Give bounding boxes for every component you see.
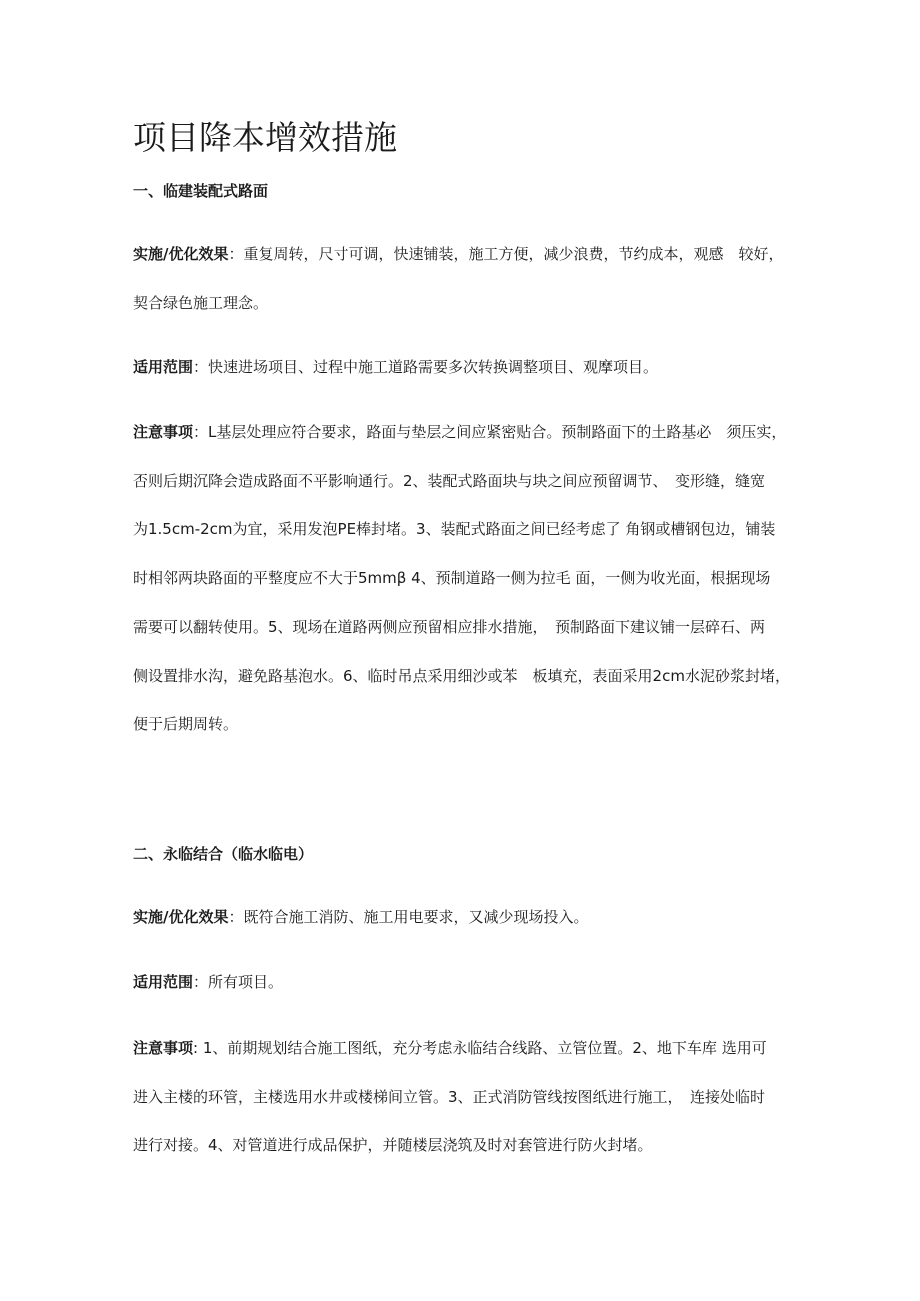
section-1-effect-line-1: 实施/优化效果：重复周转，尺寸可调，快速铺装，施工方便，减少浪费，节约成本，观感 较好，: [133, 245, 784, 263]
section-1-notes-line-1: 注意事项：L基层处理应符合要求，路面与垫层之间应紧密贴合。预制路面下的土路基必 须压实，: [133, 423, 787, 441]
section-1-notes-line-4: 时相邻两块路面的平整度应不大于5mmβ 4、预制道路一侧为拉毛 面，一侧为收光面，根据现场: [133, 569, 771, 588]
section-1-notes-line-2: 否则后期沉降会造成路面不平影响通行。2、装配式路面块与块之间应预留调节、 变形缝，缝宽: [133, 471, 766, 490]
section-2-notes-line-2: 进入主楼的环管，主楼选用水井或楼梯间立管。3、正式消防管线按图纸进行施工， 连接处临时: [133, 1087, 766, 1106]
section-2-scope-line: 适用范围：所有项目。: [133, 973, 284, 991]
section-2-scope-label: 适用范围: [133, 973, 194, 991]
section-1-scope-label: 适用范围: [133, 358, 194, 376]
section-1-notes-line-5: 需要可以翻转使用。5、现场在道路两侧应预留相应排水措施， 预制路面下建议铺一层碎石、两: [133, 617, 766, 636]
section-2-notes-label: 注意事项: [133, 1039, 194, 1057]
section-1-effect: [133, 230, 803, 327]
section-2-notes-line-1: 注意事项: 1、前期规划结合施工图纸，充分考虑永临结合线路、立管位置。2、地下车库 选用可: [133, 1039, 767, 1057]
section-1-notes-line-7: 便于后期周转。: [133, 715, 239, 734]
document-title: 项目降本增效措施: [133, 118, 397, 157]
section-2-effect: [133, 893, 803, 942]
section-2-heading: 二、永临结合（临水临电）: [133, 845, 314, 863]
section-1-scope-line: 适用范围：快速进场项目、过程中施工道路需要多次转换调整项目、观摩项目。: [133, 358, 659, 376]
section-1-notes-label: 注意事项: [133, 423, 194, 441]
section-1-notes: [133, 408, 803, 749]
section-1-scope: [133, 343, 803, 392]
section-1-heading: 一、临建装配式路面: [133, 182, 269, 200]
section-1-effect-line-2: 契合绿色施工理念。: [133, 293, 269, 312]
section-1-effect-label: 实施/优化效果: [133, 245, 229, 263]
section-2-notes-line-3: 进行对接。4、对管道进行成品保护，并随楼层浇筑及时对套管进行防火封堵。: [133, 1136, 653, 1155]
section-1-notes-line-6: 侧设置排水沟，避免路基泡水。6、临时吊点采用细沙或苯 板填充，表面采用2cm水泥砂浆封堵，: [133, 666, 790, 685]
section-2-effect-line-1: 实施/优化效果：既符合施工消防、施工用电要求，又减少现场投入。: [133, 908, 589, 926]
section-1-notes-line-3: 为1.5cm-2cm为宜，采用发泡PE棒封堵。3、装配式路面之间已经考虑了 角钢或槽钢包边，铺装: [133, 520, 776, 539]
section-2-effect-label: 实施/优化效果: [133, 908, 229, 926]
section-2-notes: [133, 1024, 803, 1170]
section-2-scope: [133, 958, 803, 1007]
